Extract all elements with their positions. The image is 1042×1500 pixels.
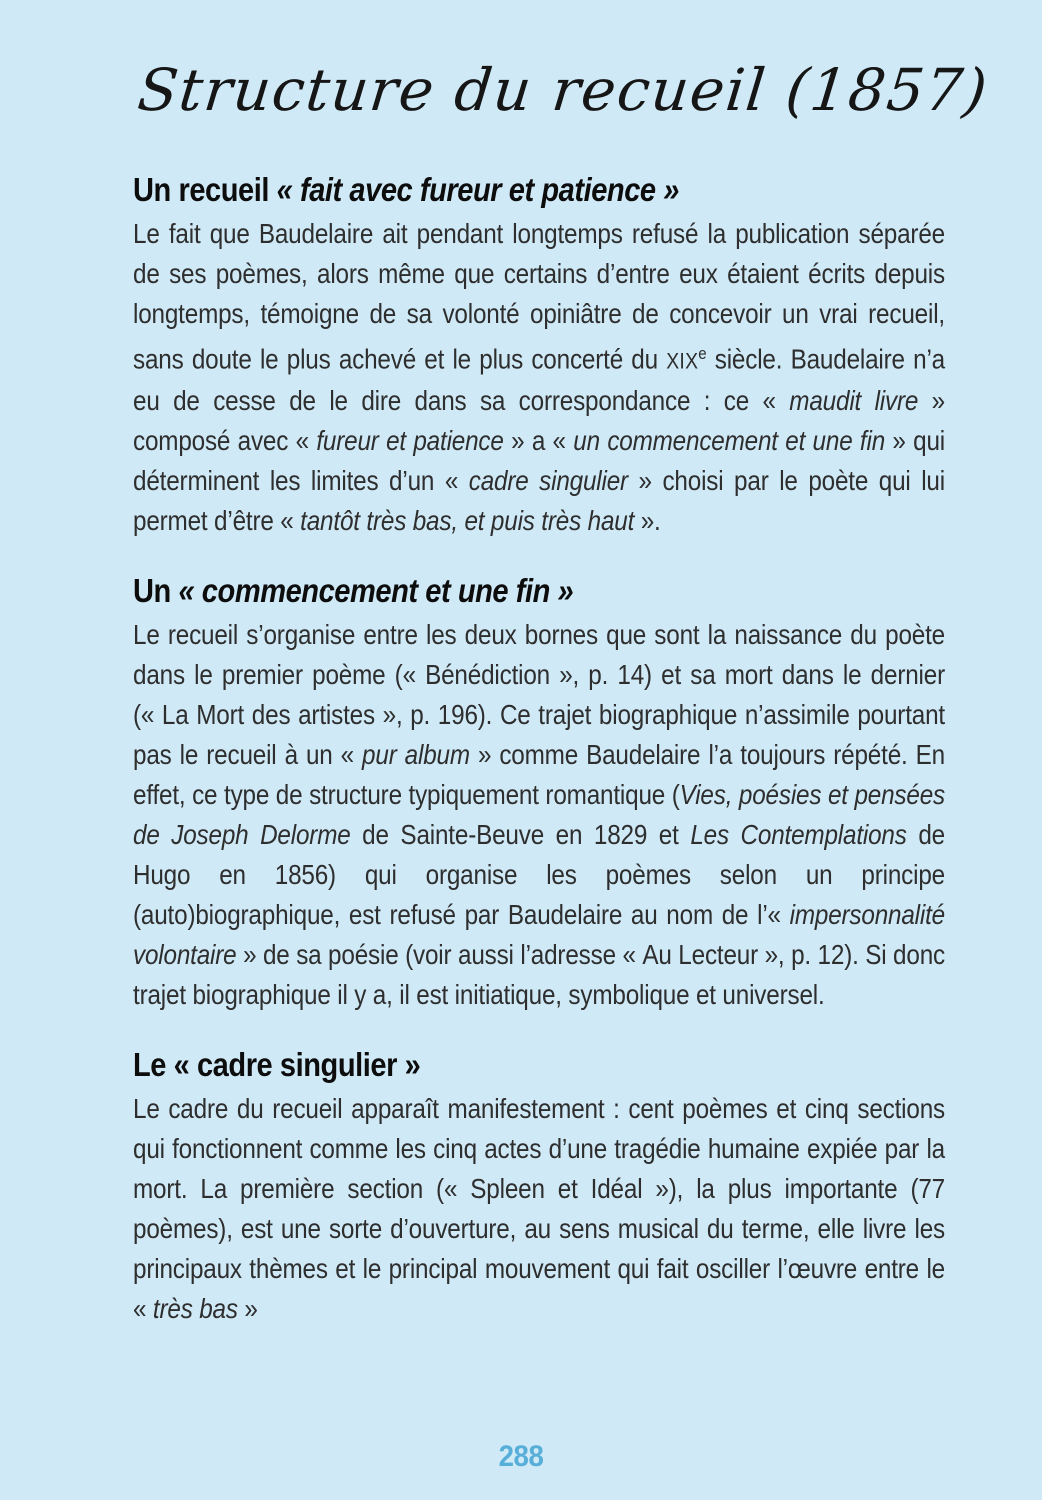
text-run: Les Contemplations: [690, 819, 907, 851]
text-run: » qui déterminent les limites d’un «: [133, 425, 945, 497]
text-run: de Sainte-Beuve en 1829 et: [350, 819, 691, 851]
section-heading: [133, 1045, 420, 1085]
text-run: très bas: [152, 1293, 238, 1325]
text-run: Le « cadre singulier »: [133, 1046, 421, 1084]
text-run: Le fait que Baudelaire ait pendant longtemps refusé la publication séparée de ses poèmes, alors même que certains d’entre eux étaient écrits depuis longtemps, témoigne de sa volonté opiniâtre de concevoir un vrai recueil, sans doute le plus achevé et le plus concerté du: [133, 218, 945, 375]
text-run: » choisi par le poète qui lui permet d’être «: [133, 465, 945, 537]
text-run: Le cadre du recueil apparaît manifestement : cent poèmes et cinq sections qui fonctionnent comme les cinq actes d’une tragédie humaine expiée par la mort. La première section (« Spleen et Idéal »), la plus importante (77 poèmes), est une sorte d’ouverture, au sens musical du terme, elle livre les principaux thèmes et le principal mouvement qui fait osciller l’œuvre entre le «: [133, 1093, 945, 1325]
text-run: « fait avec fureur et patience »: [276, 171, 679, 208]
text-run: impersonnalité volontaire: [133, 899, 945, 971]
page-number: 288: [498, 1440, 544, 1473]
text-run: » composé avec «: [133, 385, 945, 457]
text-run: cadre singulier: [468, 465, 628, 497]
text-run: un commencement et une fin: [573, 425, 886, 457]
text-run: siècle. Baudelaire n’a eu de cesse de le dire dans sa correspondance : ce «: [133, 343, 946, 417]
text-run: Vies, poésies et pensées de Joseph Delorme: [133, 779, 945, 851]
text-run: « commencement et une fin »: [178, 572, 574, 610]
section: [133, 571, 1042, 1015]
text-run: fureur et patience: [316, 425, 504, 457]
text-run: Un recueil: [133, 171, 277, 208]
text-run: maudit livre: [789, 385, 919, 417]
section-paragraph: [133, 615, 945, 1015]
text-run: tantôt très bas, et puis très haut: [300, 505, 635, 537]
content: [133, 170, 1042, 1329]
text-run: ».: [634, 505, 661, 537]
section-heading: [133, 170, 679, 210]
section-paragraph: [133, 214, 945, 541]
section-heading: [133, 571, 573, 611]
section: [133, 1045, 1042, 1329]
page-title: Structure du recueil (1857): [134, 56, 992, 124]
text-run: pur album: [362, 739, 470, 771]
text-run: e: [698, 344, 707, 363]
text-run: Un: [133, 572, 179, 610]
text-run: de Hugo en 1856) qui organise les poèmes selon un principe (auto)biographique, est refusé par Baudelaire au nom de l’«: [133, 819, 945, 931]
text-run: » a «: [503, 425, 574, 457]
text-run: » de sa poésie (voir aussi l’adresse « Au Lecteur », p. 12). Si donc trajet biographique il y a, il est initiatique, symbolique et universel.: [133, 939, 945, 1011]
text-run: Le recueil s’organise entre les deux bornes que sont la naissance du poète dans le premier poème (« Bénédiction », p. 14) et sa mort dans le dernier (« La Mort des artistes », p. 196). Ce trajet biographique n’assimile pourtant pas le recueil à un «: [133, 619, 945, 771]
text-run: » comme Baudelaire l’a toujours répété. En effet, ce type de structure typiquement romantique (: [133, 739, 945, 811]
text-run: XIX: [666, 348, 699, 374]
text-run: »: [237, 1293, 258, 1325]
section-paragraph: [133, 1089, 945, 1329]
section: [133, 170, 1042, 541]
